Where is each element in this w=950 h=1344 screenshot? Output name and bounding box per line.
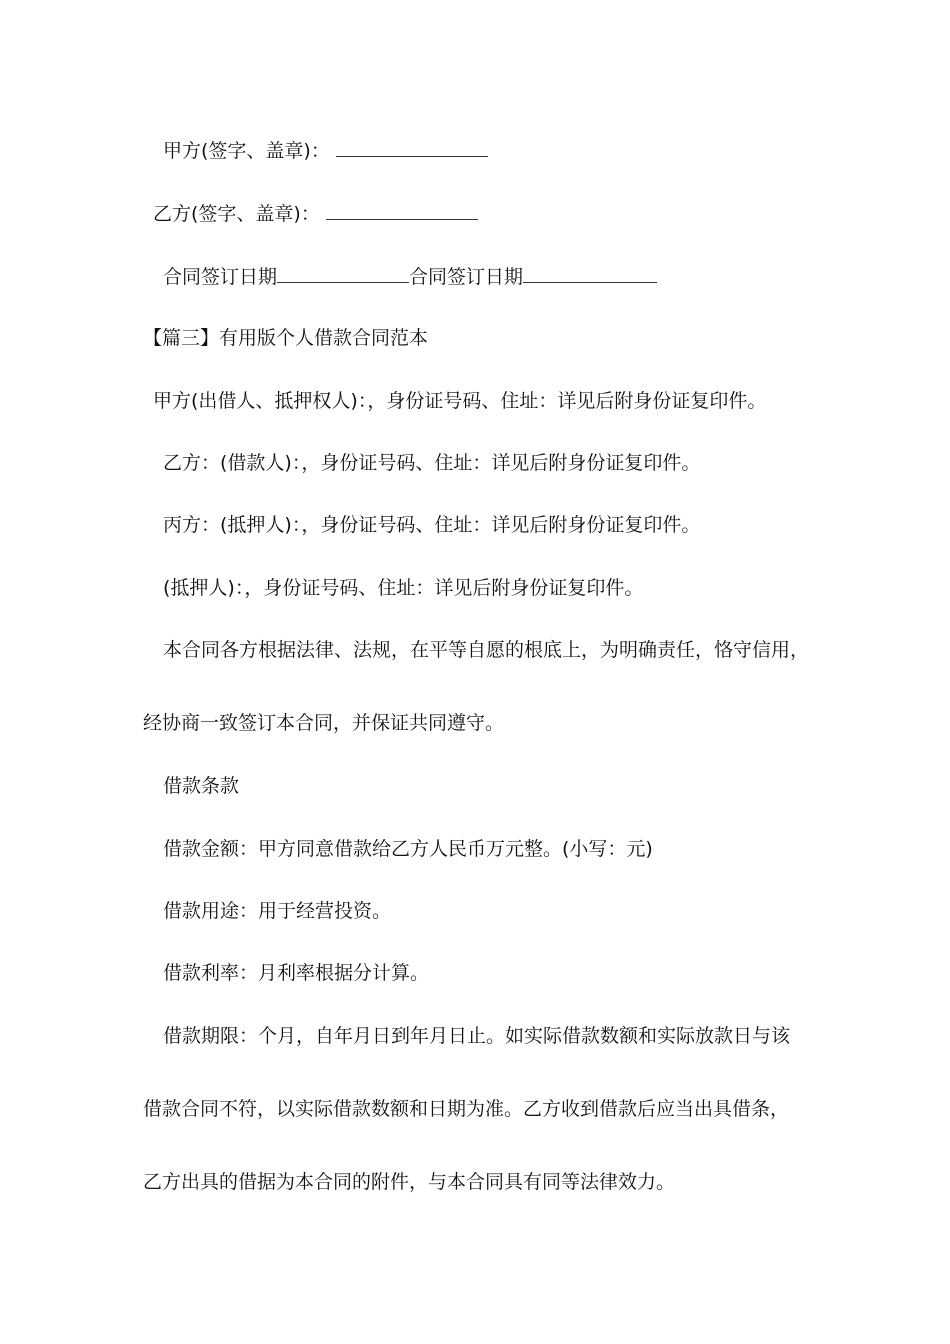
loan-rate: 借款利率：月利率根据分计算。 xyxy=(163,962,430,984)
signing-date-line xyxy=(163,264,657,289)
party-b-info: 乙方：(借款人)：，身份证号码、住址：详见后附身份证复印件。 xyxy=(163,452,701,474)
party-b-signature-label: 乙方(签字、盖章)： xyxy=(153,203,320,225)
preamble-line-1: 本合同各方根据法律、法规，在平等自愿的根底上，为明确责任，恪守信用， xyxy=(163,639,810,661)
terms-heading: 借款条款 xyxy=(163,775,240,797)
party-d-info: (抵押人)：，身份证号码、住址：详见后附身份证复印件。 xyxy=(163,577,644,599)
party-a-signature-label: 甲方(签字、盖章)： xyxy=(163,140,330,162)
loan-term-line-3: 乙方出具的借据为本合同的附件，与本合同具有同等法律效力。 xyxy=(143,1171,676,1193)
party-b-signature-blank xyxy=(326,201,478,220)
loan-term-line-1: 借款期限：个月，自年月日到年月日止。如实际借款数额和实际放款日与该 xyxy=(163,1025,791,1047)
party-a-signature-line xyxy=(163,138,488,163)
section-title: 【篇三】有用版个人借款合同范本 xyxy=(143,327,429,349)
party-a-signature-blank xyxy=(336,138,488,157)
signing-date-label-2: 合同签订日期 xyxy=(409,266,524,288)
signing-date-label-1: 合同签订日期 xyxy=(163,266,278,288)
party-a-info: 甲方(出借人、抵押权人)：，身份证号码、住址：详见后附身份证复印件。 xyxy=(153,390,767,412)
party-b-signature-line xyxy=(153,201,478,226)
preamble-line-2: 经协商一致签订本合同，并保证共同遵守。 xyxy=(143,712,505,734)
signing-date-blank-1 xyxy=(277,264,409,283)
signing-date-blank-2 xyxy=(523,264,657,283)
loan-term-line-2: 借款合同不符，以实际借款数额和日期为准。乙方收到借款后应当出具借条， xyxy=(143,1098,790,1120)
party-c-info: 丙方：(抵押人)：，身份证号码、住址：详见后附身份证复印件。 xyxy=(163,514,701,536)
loan-amount: 借款金额：甲方同意借款给乙方人民币万元整。(小写：元) xyxy=(163,838,653,860)
loan-purpose: 借款用途：用于经营投资。 xyxy=(163,900,392,922)
